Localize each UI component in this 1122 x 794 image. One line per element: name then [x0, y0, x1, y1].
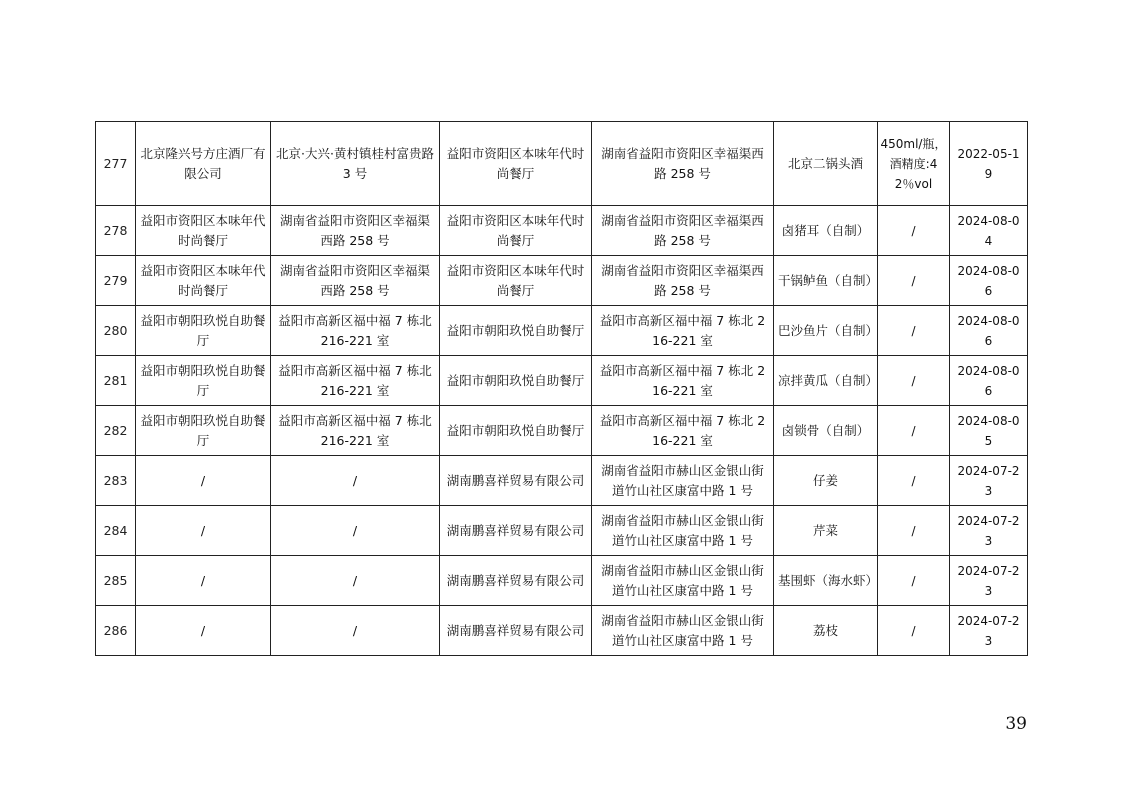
table-row — [96, 456, 1028, 506]
cell-specification: / — [878, 256, 950, 306]
cell-producer-name: 益阳市资阳区本味年代时尚餐厅 — [136, 206, 271, 256]
cell-production-date: 2024-07-23 — [950, 556, 1028, 606]
cell-producer-name: / — [136, 456, 271, 506]
cell-specification: / — [878, 356, 950, 406]
cell-seller-address: 益阳市高新区福中福 7 栋北 216-221 室 — [592, 356, 774, 406]
cell-product-name: 干锅鲈鱼（自制） — [774, 256, 878, 306]
cell-production-date: 2024-08-06 — [950, 306, 1028, 356]
cell-seller-address: 湖南省益阳市赫山区金银山街道竹山社区康富中路 1 号 — [592, 456, 774, 506]
cell-seller-address: 益阳市高新区福中福 7 栋北 216-221 室 — [592, 306, 774, 356]
cell-producer-address: / — [271, 556, 440, 606]
cell-specification: / — [878, 606, 950, 656]
cell-serial-number: 277 — [96, 122, 136, 206]
cell-specification: 450ml/瓶，酒精度:42％vol — [878, 122, 950, 206]
cell-seller-address: 湖南省益阳市赫山区金银山街道竹山社区康富中路 1 号 — [592, 556, 774, 606]
cell-serial-number: 279 — [96, 256, 136, 306]
cell-seller-name: 益阳市资阳区本味年代时尚餐厅 — [440, 122, 592, 206]
cell-seller-name: 湖南鹏喜祥贸易有限公司 — [440, 556, 592, 606]
cell-product-name: 巴沙鱼片（自制） — [774, 306, 878, 356]
table-row — [96, 606, 1028, 656]
cell-seller-name: 益阳市朝阳玖悦自助餐厅 — [440, 306, 592, 356]
cell-product-name: 仔姜 — [774, 456, 878, 506]
cell-specification: / — [878, 206, 950, 256]
cell-serial-number: 281 — [96, 356, 136, 406]
cell-producer-name: 益阳市朝阳玖悦自助餐厅 — [136, 406, 271, 456]
cell-product-name: 荔枝 — [774, 606, 878, 656]
cell-specification: / — [878, 306, 950, 356]
table-row — [96, 256, 1028, 306]
cell-specification: / — [878, 456, 950, 506]
cell-producer-address: 益阳市高新区福中福 7 栋北 216-221 室 — [271, 306, 440, 356]
cell-product-name: 北京二锅头酒 — [774, 122, 878, 206]
table-row — [96, 356, 1028, 406]
cell-producer-address: 益阳市高新区福中福 7 栋北 216-221 室 — [271, 406, 440, 456]
cell-producer-name: 益阳市朝阳玖悦自助餐厅 — [136, 356, 271, 406]
cell-product-name: 卤锁骨（自制） — [774, 406, 878, 456]
cell-seller-name: 湖南鹏喜祥贸易有限公司 — [440, 456, 592, 506]
cell-product-name: 芹菜 — [774, 506, 878, 556]
cell-production-date: 2024-08-06 — [950, 356, 1028, 406]
page-number: 39 — [1005, 714, 1027, 734]
cell-producer-name: 北京隆兴号方庄酒厂有限公司 — [136, 122, 271, 206]
cell-product-name: 卤猪耳（自制） — [774, 206, 878, 256]
cell-seller-address: 湖南省益阳市资阳区幸福渠西路 258 号 — [592, 122, 774, 206]
cell-serial-number: 282 — [96, 406, 136, 456]
cell-producer-address: / — [271, 606, 440, 656]
cell-seller-name: 湖南鹏喜祥贸易有限公司 — [440, 506, 592, 556]
cell-production-date: 2024-07-23 — [950, 456, 1028, 506]
cell-production-date: 2022-05-19 — [950, 122, 1028, 206]
table-body — [96, 122, 1028, 656]
cell-producer-address: / — [271, 506, 440, 556]
cell-production-date: 2024-08-05 — [950, 406, 1028, 456]
cell-producer-name: / — [136, 506, 271, 556]
cell-production-date: 2024-07-23 — [950, 606, 1028, 656]
table-row — [96, 506, 1028, 556]
cell-serial-number: 280 — [96, 306, 136, 356]
cell-seller-address: 湖南省益阳市赫山区金银山街道竹山社区康富中路 1 号 — [592, 606, 774, 656]
cell-product-name: 基围虾（海水虾） — [774, 556, 878, 606]
cell-producer-name: 益阳市资阳区本味年代时尚餐厅 — [136, 256, 271, 306]
cell-product-name: 凉拌黄瓜（自制） — [774, 356, 878, 406]
cell-serial-number: 283 — [96, 456, 136, 506]
cell-seller-address: 湖南省益阳市资阳区幸福渠西路 258 号 — [592, 256, 774, 306]
sampling-results-table — [95, 121, 1028, 656]
cell-producer-address: 北京·大兴·黄村镇桂村富贵路 3 号 — [271, 122, 440, 206]
cell-producer-name: / — [136, 606, 271, 656]
cell-producer-name: / — [136, 556, 271, 606]
table-row — [96, 306, 1028, 356]
cell-serial-number: 286 — [96, 606, 136, 656]
cell-specification: / — [878, 506, 950, 556]
cell-seller-address: 益阳市高新区福中福 7 栋北 216-221 室 — [592, 406, 774, 456]
cell-producer-address: / — [271, 456, 440, 506]
cell-serial-number: 284 — [96, 506, 136, 556]
table-row — [96, 122, 1028, 206]
cell-specification: / — [878, 556, 950, 606]
cell-producer-address: 湖南省益阳市资阳区幸福渠西路 258 号 — [271, 256, 440, 306]
table-row — [96, 206, 1028, 256]
cell-producer-address: 益阳市高新区福中福 7 栋北 216-221 室 — [271, 356, 440, 406]
cell-seller-name: 益阳市资阳区本味年代时尚餐厅 — [440, 256, 592, 306]
cell-serial-number: 285 — [96, 556, 136, 606]
cell-seller-address: 湖南省益阳市资阳区幸福渠西路 258 号 — [592, 206, 774, 256]
table-row — [96, 556, 1028, 606]
cell-seller-name: 湖南鹏喜祥贸易有限公司 — [440, 606, 592, 656]
cell-producer-name: 益阳市朝阳玖悦自助餐厅 — [136, 306, 271, 356]
cell-seller-name: 益阳市朝阳玖悦自助餐厅 — [440, 356, 592, 406]
cell-serial-number: 278 — [96, 206, 136, 256]
cell-production-date: 2024-08-04 — [950, 206, 1028, 256]
cell-producer-address: 湖南省益阳市资阳区幸福渠西路 258 号 — [271, 206, 440, 256]
cell-specification: / — [878, 406, 950, 456]
cell-seller-name: 益阳市资阳区本味年代时尚餐厅 — [440, 206, 592, 256]
cell-production-date: 2024-07-23 — [950, 506, 1028, 556]
cell-seller-address: 湖南省益阳市赫山区金银山街道竹山社区康富中路 1 号 — [592, 506, 774, 556]
cell-production-date: 2024-08-06 — [950, 256, 1028, 306]
cell-seller-name: 益阳市朝阳玖悦自助餐厅 — [440, 406, 592, 456]
table-row — [96, 406, 1028, 456]
